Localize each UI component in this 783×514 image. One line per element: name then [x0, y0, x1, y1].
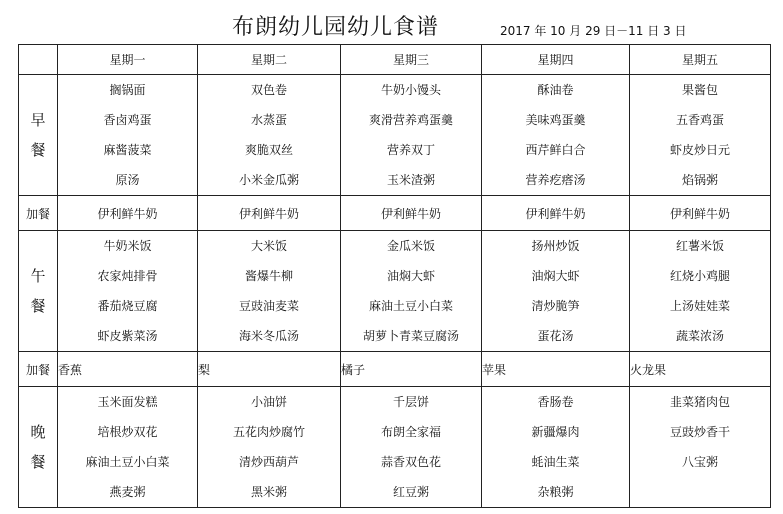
breakfast-label-char: 早: [30, 111, 46, 129]
breakfast-cell: [341, 75, 482, 196]
dish-item: 香肠卷: [537, 395, 574, 409]
snack-am-row: [19, 196, 771, 231]
dish-item: 美味鸡蛋羹: [525, 113, 586, 127]
dinner-label-char: 晚: [30, 423, 46, 441]
dish-item: 五花肉炒腐竹: [232, 425, 305, 439]
dish-item: 农家炖排骨: [97, 269, 158, 283]
snack_pm-item: 香蕉: [58, 352, 198, 387]
dish-item: 牛奶小馒头: [380, 83, 441, 97]
dish-item: 布朗全家福: [380, 425, 441, 439]
dish-item: 清炒西葫芦: [238, 455, 299, 469]
day-header: 星期三: [341, 45, 482, 75]
dish-item: 西芹鲜白合: [525, 143, 586, 157]
lunch-cell: [198, 231, 341, 352]
dish-item: 金瓜米饭: [386, 239, 435, 253]
dish-item: 上汤娃娃菜: [669, 299, 730, 313]
breakfast-row: [19, 75, 771, 196]
dish-item: 双色卷: [250, 83, 287, 97]
day-header-row: [19, 45, 771, 75]
lunch-label-char: 午: [30, 267, 46, 285]
dish-item: 五香鸡蛋: [675, 113, 724, 127]
dinner-label: [19, 387, 58, 508]
dinner-cell: [630, 387, 771, 508]
dish-item: 胡萝卜青菜豆腐汤: [362, 329, 459, 343]
dish-item: 爽滑营养鸡蛋羹: [368, 113, 453, 127]
dish-item: 虾皮紫菜汤: [97, 329, 158, 343]
dinner-cell: [58, 387, 198, 508]
dish-item: 油焖大虾: [386, 269, 435, 283]
breakfast-cell: [630, 75, 771, 196]
dish-item: 红豆粥: [392, 485, 429, 499]
dish-item: 爽脆双丝: [244, 143, 293, 157]
weekly-menu-table: [18, 44, 771, 508]
dish-item: 玉米面发糕: [97, 395, 158, 409]
dish-item: 清炒脆笋: [531, 299, 580, 313]
snack_pm-item: 梨: [198, 352, 341, 387]
dish-item: 八宝粥: [681, 455, 718, 469]
dish-item: 牛奶米饭: [103, 239, 152, 253]
dish-item: 营养双丁: [386, 143, 435, 157]
dish-item: 小油饼: [250, 395, 287, 409]
dish-item: 原汤: [115, 173, 140, 187]
dish-item: 搁锅面: [109, 83, 146, 97]
day-header: 星期四: [482, 45, 630, 75]
breakfast-cell: [482, 75, 630, 196]
dish-item: 玉米渣粥: [386, 173, 435, 187]
dish-item: 营养疙瘩汤: [525, 173, 586, 187]
dish-item: 千层饼: [392, 395, 429, 409]
dish-item: 韭菜猪肉包: [669, 395, 730, 409]
dish-item: 麻油土豆小白菜: [85, 455, 170, 469]
breakfast-cell: [58, 75, 198, 196]
lunch-cell: [482, 231, 630, 352]
dish-item: 蔬菜浓汤: [675, 329, 724, 343]
dinner-cell: [482, 387, 630, 508]
day-header: 星期五: [630, 45, 771, 75]
lunch-label: [19, 231, 58, 352]
lunch-label-char: 餐: [30, 297, 46, 315]
snack_am-item: 伊利鲜牛奶: [198, 196, 341, 231]
snack_am-item: 伊利鲜牛奶: [482, 196, 630, 231]
corner-cell: [19, 45, 58, 75]
day-header: 星期二: [198, 45, 341, 75]
dish-item: 红烧小鸡腿: [669, 269, 730, 283]
dish-item: 麻酱菠菜: [103, 143, 152, 157]
snack_am-item: 伊利鲜牛奶: [341, 196, 482, 231]
dish-item: 水蒸蛋: [250, 113, 287, 127]
dinner-cell: [198, 387, 341, 508]
dish-item: 酥油卷: [537, 83, 574, 97]
snack_pm-item: 苹果: [482, 352, 630, 387]
snack_am-label: 加餐: [19, 196, 58, 231]
dish-item: 果酱包: [681, 83, 718, 97]
dish-item: 蛋花汤: [537, 329, 574, 343]
menu-title: 布朗幼儿园幼儿食谱: [232, 15, 440, 40]
lunch-row: [19, 231, 771, 352]
breakfast-label: [19, 75, 58, 196]
dish-item: 蒜香双色花: [380, 455, 441, 469]
lunch-cell: [630, 231, 771, 352]
dish-item: [630, 477, 770, 507]
dish-item: 虾皮炒日元: [669, 143, 730, 157]
dish-item: 麻油土豆小白菜: [368, 299, 453, 313]
snack_am-item: 伊利鲜牛奶: [630, 196, 771, 231]
lunch-cell: [58, 231, 198, 352]
dinner-cell: [341, 387, 482, 508]
dish-item: 红薯米饭: [675, 239, 724, 253]
dish-item: 黑米粥: [250, 485, 287, 499]
dinner-row: [19, 387, 771, 508]
dish-item: 杂粮粥: [537, 485, 574, 499]
dish-item: 豆豉油麦菜: [238, 299, 299, 313]
dish-item: 大米饭: [250, 239, 287, 253]
dish-item: 焰锅粥: [681, 173, 718, 187]
snack_pm-item: 火龙果: [630, 352, 771, 387]
dish-item: 扬州炒饭: [531, 239, 580, 253]
snack_pm-label: 加餐: [19, 352, 58, 387]
dish-item: 燕麦粥: [109, 485, 146, 499]
dish-item: 培根炒双花: [97, 425, 158, 439]
breakfast-label-char: 餐: [30, 141, 46, 159]
date-range: 2017 年 10 月 29 日－11 日 3 日: [500, 24, 687, 38]
dish-item: 小米金瓜粥: [238, 173, 299, 187]
dish-item: 酱爆牛柳: [244, 269, 293, 283]
snack_pm-item: 橘子: [341, 352, 482, 387]
dish-item: 油焖大虾: [531, 269, 580, 283]
snack-pm-row: [19, 352, 771, 387]
dish-item: 番茄烧豆腐: [97, 299, 158, 313]
dinner-label-char: 餐: [30, 453, 46, 471]
dish-item: 豆豉炒香干: [669, 425, 730, 439]
lunch-cell: [341, 231, 482, 352]
dish-item: 蚝油生菜: [531, 455, 580, 469]
snack_am-item: 伊利鲜牛奶: [58, 196, 198, 231]
day-header: 星期一: [58, 45, 198, 75]
breakfast-cell: [198, 75, 341, 196]
dish-item: 新疆爆肉: [531, 425, 580, 439]
dish-item: 海米冬瓜汤: [238, 329, 299, 343]
dish-item: 香卤鸡蛋: [103, 113, 152, 127]
